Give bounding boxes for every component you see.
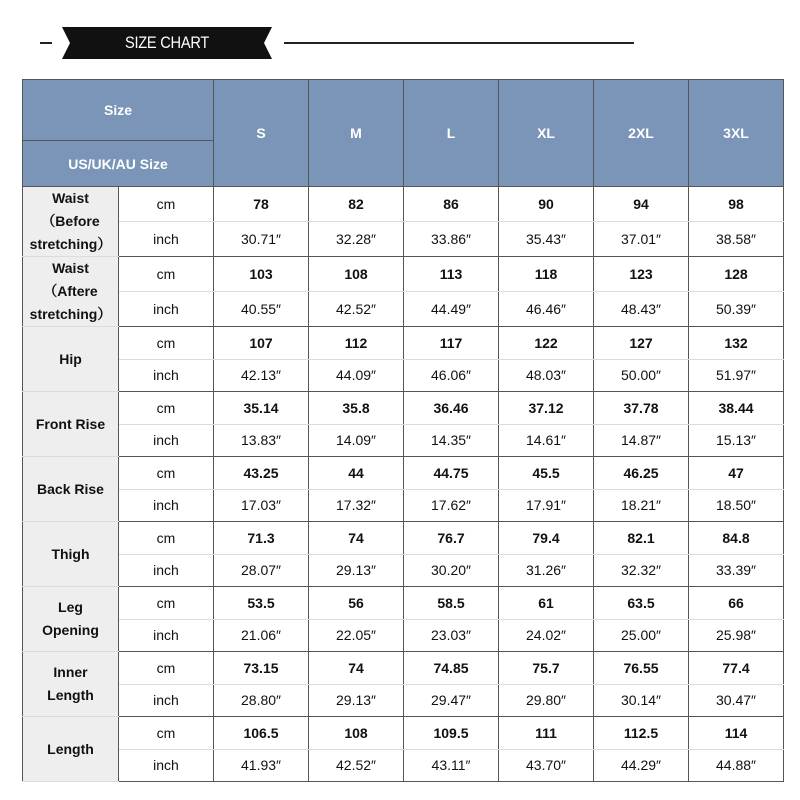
- size-value: 109.5: [404, 717, 499, 750]
- size-value: 123: [594, 257, 689, 292]
- size-value: 18.21″: [594, 489, 689, 522]
- measurement-name: Waist （Before stretching）: [23, 187, 119, 257]
- unit-label: inch: [119, 554, 214, 587]
- measurement-name: Hip: [23, 327, 119, 392]
- size-value: 48.03″: [499, 359, 594, 392]
- table-row: [23, 717, 784, 750]
- table-row: [23, 424, 784, 457]
- size-value: 32.32″: [594, 554, 689, 587]
- size-value: 17.91″: [499, 489, 594, 522]
- size-value: 74.85: [404, 652, 499, 685]
- size-value: 24.02″: [499, 619, 594, 652]
- size-value: 37.12: [499, 392, 594, 425]
- size-value: 41.93″: [214, 749, 309, 782]
- table-row: [23, 522, 784, 555]
- table-row: [23, 327, 784, 360]
- measurement-name: Thigh: [23, 522, 119, 587]
- size-value: 94: [594, 187, 689, 222]
- size-value: 42.13″: [214, 359, 309, 392]
- size-value: 30.14″: [594, 684, 689, 717]
- size-value: 32.28″: [309, 222, 404, 257]
- size-value: 14.09″: [309, 424, 404, 457]
- size-value: 31.26″: [499, 554, 594, 587]
- size-value: 71.3: [214, 522, 309, 555]
- size-value: 58.5: [404, 587, 499, 620]
- size-value: 53.5: [214, 587, 309, 620]
- size-value: 74: [309, 652, 404, 685]
- size-value: 35.43″: [499, 222, 594, 257]
- size-value: 17.03″: [214, 489, 309, 522]
- size-value: 37.01″: [594, 222, 689, 257]
- unit-label: inch: [119, 292, 214, 327]
- table-row: [23, 257, 784, 292]
- size-value: 44.09″: [309, 359, 404, 392]
- unit-label: cm: [119, 327, 214, 360]
- size-value: 43.25: [214, 457, 309, 490]
- size-value: 40.55″: [214, 292, 309, 327]
- size-header-xl: XL: [499, 80, 594, 187]
- size-value: 43.70″: [499, 749, 594, 782]
- size-value: 90: [499, 187, 594, 222]
- unit-label: cm: [119, 457, 214, 490]
- size-value: 107: [214, 327, 309, 360]
- unit-label: cm: [119, 187, 214, 222]
- size-value: 76.55: [594, 652, 689, 685]
- size-value: 33.39″: [689, 554, 784, 587]
- size-value: 13.83″: [214, 424, 309, 457]
- size-value: 79.4: [499, 522, 594, 555]
- size-value: 132: [689, 327, 784, 360]
- size-value: 36.46: [404, 392, 499, 425]
- banner-ribbon: [62, 27, 272, 59]
- size-value: 29.13″: [309, 554, 404, 587]
- unit-label: inch: [119, 619, 214, 652]
- size-value: 22.05″: [309, 619, 404, 652]
- measurement-name: Leg Opening: [23, 587, 119, 652]
- size-value: 118: [499, 257, 594, 292]
- size-value: 74: [309, 522, 404, 555]
- size-value: 63.5: [594, 587, 689, 620]
- table-row: [23, 554, 784, 587]
- size-value: 82: [309, 187, 404, 222]
- size-value: 48.43″: [594, 292, 689, 327]
- size-value: 61: [499, 587, 594, 620]
- table-row: [23, 457, 784, 490]
- unit-label: cm: [119, 652, 214, 685]
- banner-right-line: [284, 42, 634, 44]
- unit-label: inch: [119, 359, 214, 392]
- size-value: 127: [594, 327, 689, 360]
- size-header-3xl: 3XL: [689, 80, 784, 187]
- unit-label: cm: [119, 717, 214, 750]
- size-value: 84.8: [689, 522, 784, 555]
- size-value: 29.13″: [309, 684, 404, 717]
- size-value: 35.14: [214, 392, 309, 425]
- size-value: 44.88″: [689, 749, 784, 782]
- unit-label: inch: [119, 424, 214, 457]
- size-table: [22, 79, 784, 782]
- size-value: 122: [499, 327, 594, 360]
- size-value: 82.1: [594, 522, 689, 555]
- size-value: 98: [689, 187, 784, 222]
- size-value: 113: [404, 257, 499, 292]
- size-value: 117: [404, 327, 499, 360]
- unit-label: inch: [119, 749, 214, 782]
- header-region-label: US/UK/AU Size: [23, 141, 214, 187]
- table-row: [23, 619, 784, 652]
- table-row: [23, 292, 784, 327]
- size-value: 28.80″: [214, 684, 309, 717]
- size-value: 50.39″: [689, 292, 784, 327]
- size-value: 35.8: [309, 392, 404, 425]
- table-row: [23, 652, 784, 685]
- size-value: 30.47″: [689, 684, 784, 717]
- size-value: 38.44: [689, 392, 784, 425]
- size-value: 33.86″: [404, 222, 499, 257]
- size-value: 46.46″: [499, 292, 594, 327]
- unit-label: cm: [119, 392, 214, 425]
- size-value: 30.71″: [214, 222, 309, 257]
- measurement-name: Inner Length: [23, 652, 119, 717]
- size-value: 23.03″: [404, 619, 499, 652]
- size-value: 45.5: [499, 457, 594, 490]
- table-row: [23, 749, 784, 782]
- size-value: 46.06″: [404, 359, 499, 392]
- size-value: 66: [689, 587, 784, 620]
- table-row: [23, 359, 784, 392]
- table-row: [23, 222, 784, 257]
- size-value: 47: [689, 457, 784, 490]
- unit-label: cm: [119, 522, 214, 555]
- size-value: 114: [689, 717, 784, 750]
- unit-label: cm: [119, 257, 214, 292]
- size-value: 15.13″: [689, 424, 784, 457]
- size-chart: [22, 79, 784, 782]
- table-row: [23, 392, 784, 425]
- size-value: 44.29″: [594, 749, 689, 782]
- size-header-s: S: [214, 80, 309, 187]
- measurement-name: Length: [23, 717, 119, 782]
- size-value: 14.61″: [499, 424, 594, 457]
- size-value: 37.78: [594, 392, 689, 425]
- banner-title: SIZE CHART: [124, 33, 210, 52]
- measurement-name: Waist （Aftere stretching）: [23, 257, 119, 327]
- size-value: 103: [214, 257, 309, 292]
- size-value: 75.7: [499, 652, 594, 685]
- size-value: 29.80″: [499, 684, 594, 717]
- size-value: 17.32″: [309, 489, 404, 522]
- size-value: 108: [309, 717, 404, 750]
- size-value: 112: [309, 327, 404, 360]
- size-value: 77.4: [689, 652, 784, 685]
- size-value: 73.15: [214, 652, 309, 685]
- size-value: 112.5: [594, 717, 689, 750]
- size-value: 44: [309, 457, 404, 490]
- size-value: 29.47″: [404, 684, 499, 717]
- banner-left-dash: [40, 42, 52, 44]
- size-value: 78: [214, 187, 309, 222]
- unit-label: inch: [119, 684, 214, 717]
- unit-label: inch: [119, 489, 214, 522]
- measurement-name: Back Rise: [23, 457, 119, 522]
- table-row: [23, 187, 784, 222]
- size-value: 43.11″: [404, 749, 499, 782]
- unit-label: cm: [119, 587, 214, 620]
- size-value: 51.97″: [689, 359, 784, 392]
- size-value: 44.49″: [404, 292, 499, 327]
- size-value: 44.75: [404, 457, 499, 490]
- size-header-2xl: 2XL: [594, 80, 689, 187]
- size-value: 25.98″: [689, 619, 784, 652]
- size-value: 28.07″: [214, 554, 309, 587]
- unit-label: inch: [119, 222, 214, 257]
- size-value: 21.06″: [214, 619, 309, 652]
- size-value: 25.00″: [594, 619, 689, 652]
- size-value: 17.62″: [404, 489, 499, 522]
- size-value: 106.5: [214, 717, 309, 750]
- size-value: 86: [404, 187, 499, 222]
- table-row: [23, 489, 784, 522]
- size-value: 46.25: [594, 457, 689, 490]
- size-value: 14.87″: [594, 424, 689, 457]
- size-value: 108: [309, 257, 404, 292]
- size-value: 14.35″: [404, 424, 499, 457]
- size-value: 128: [689, 257, 784, 292]
- table-row: [23, 587, 784, 620]
- size-header-m: M: [309, 80, 404, 187]
- size-header-l: L: [404, 80, 499, 187]
- size-value: 111: [499, 717, 594, 750]
- header-row: [23, 80, 784, 141]
- measurement-name: Front Rise: [23, 392, 119, 457]
- size-value: 38.58″: [689, 222, 784, 257]
- size-value: 56: [309, 587, 404, 620]
- header-size-label: Size: [23, 80, 214, 141]
- size-value: 76.7: [404, 522, 499, 555]
- size-value: 50.00″: [594, 359, 689, 392]
- table-row: [23, 684, 784, 717]
- size-value: 18.50″: [689, 489, 784, 522]
- size-chart-banner: [0, 22, 800, 62]
- size-value: 42.52″: [309, 749, 404, 782]
- size-value: 42.52″: [309, 292, 404, 327]
- size-value: 30.20″: [404, 554, 499, 587]
